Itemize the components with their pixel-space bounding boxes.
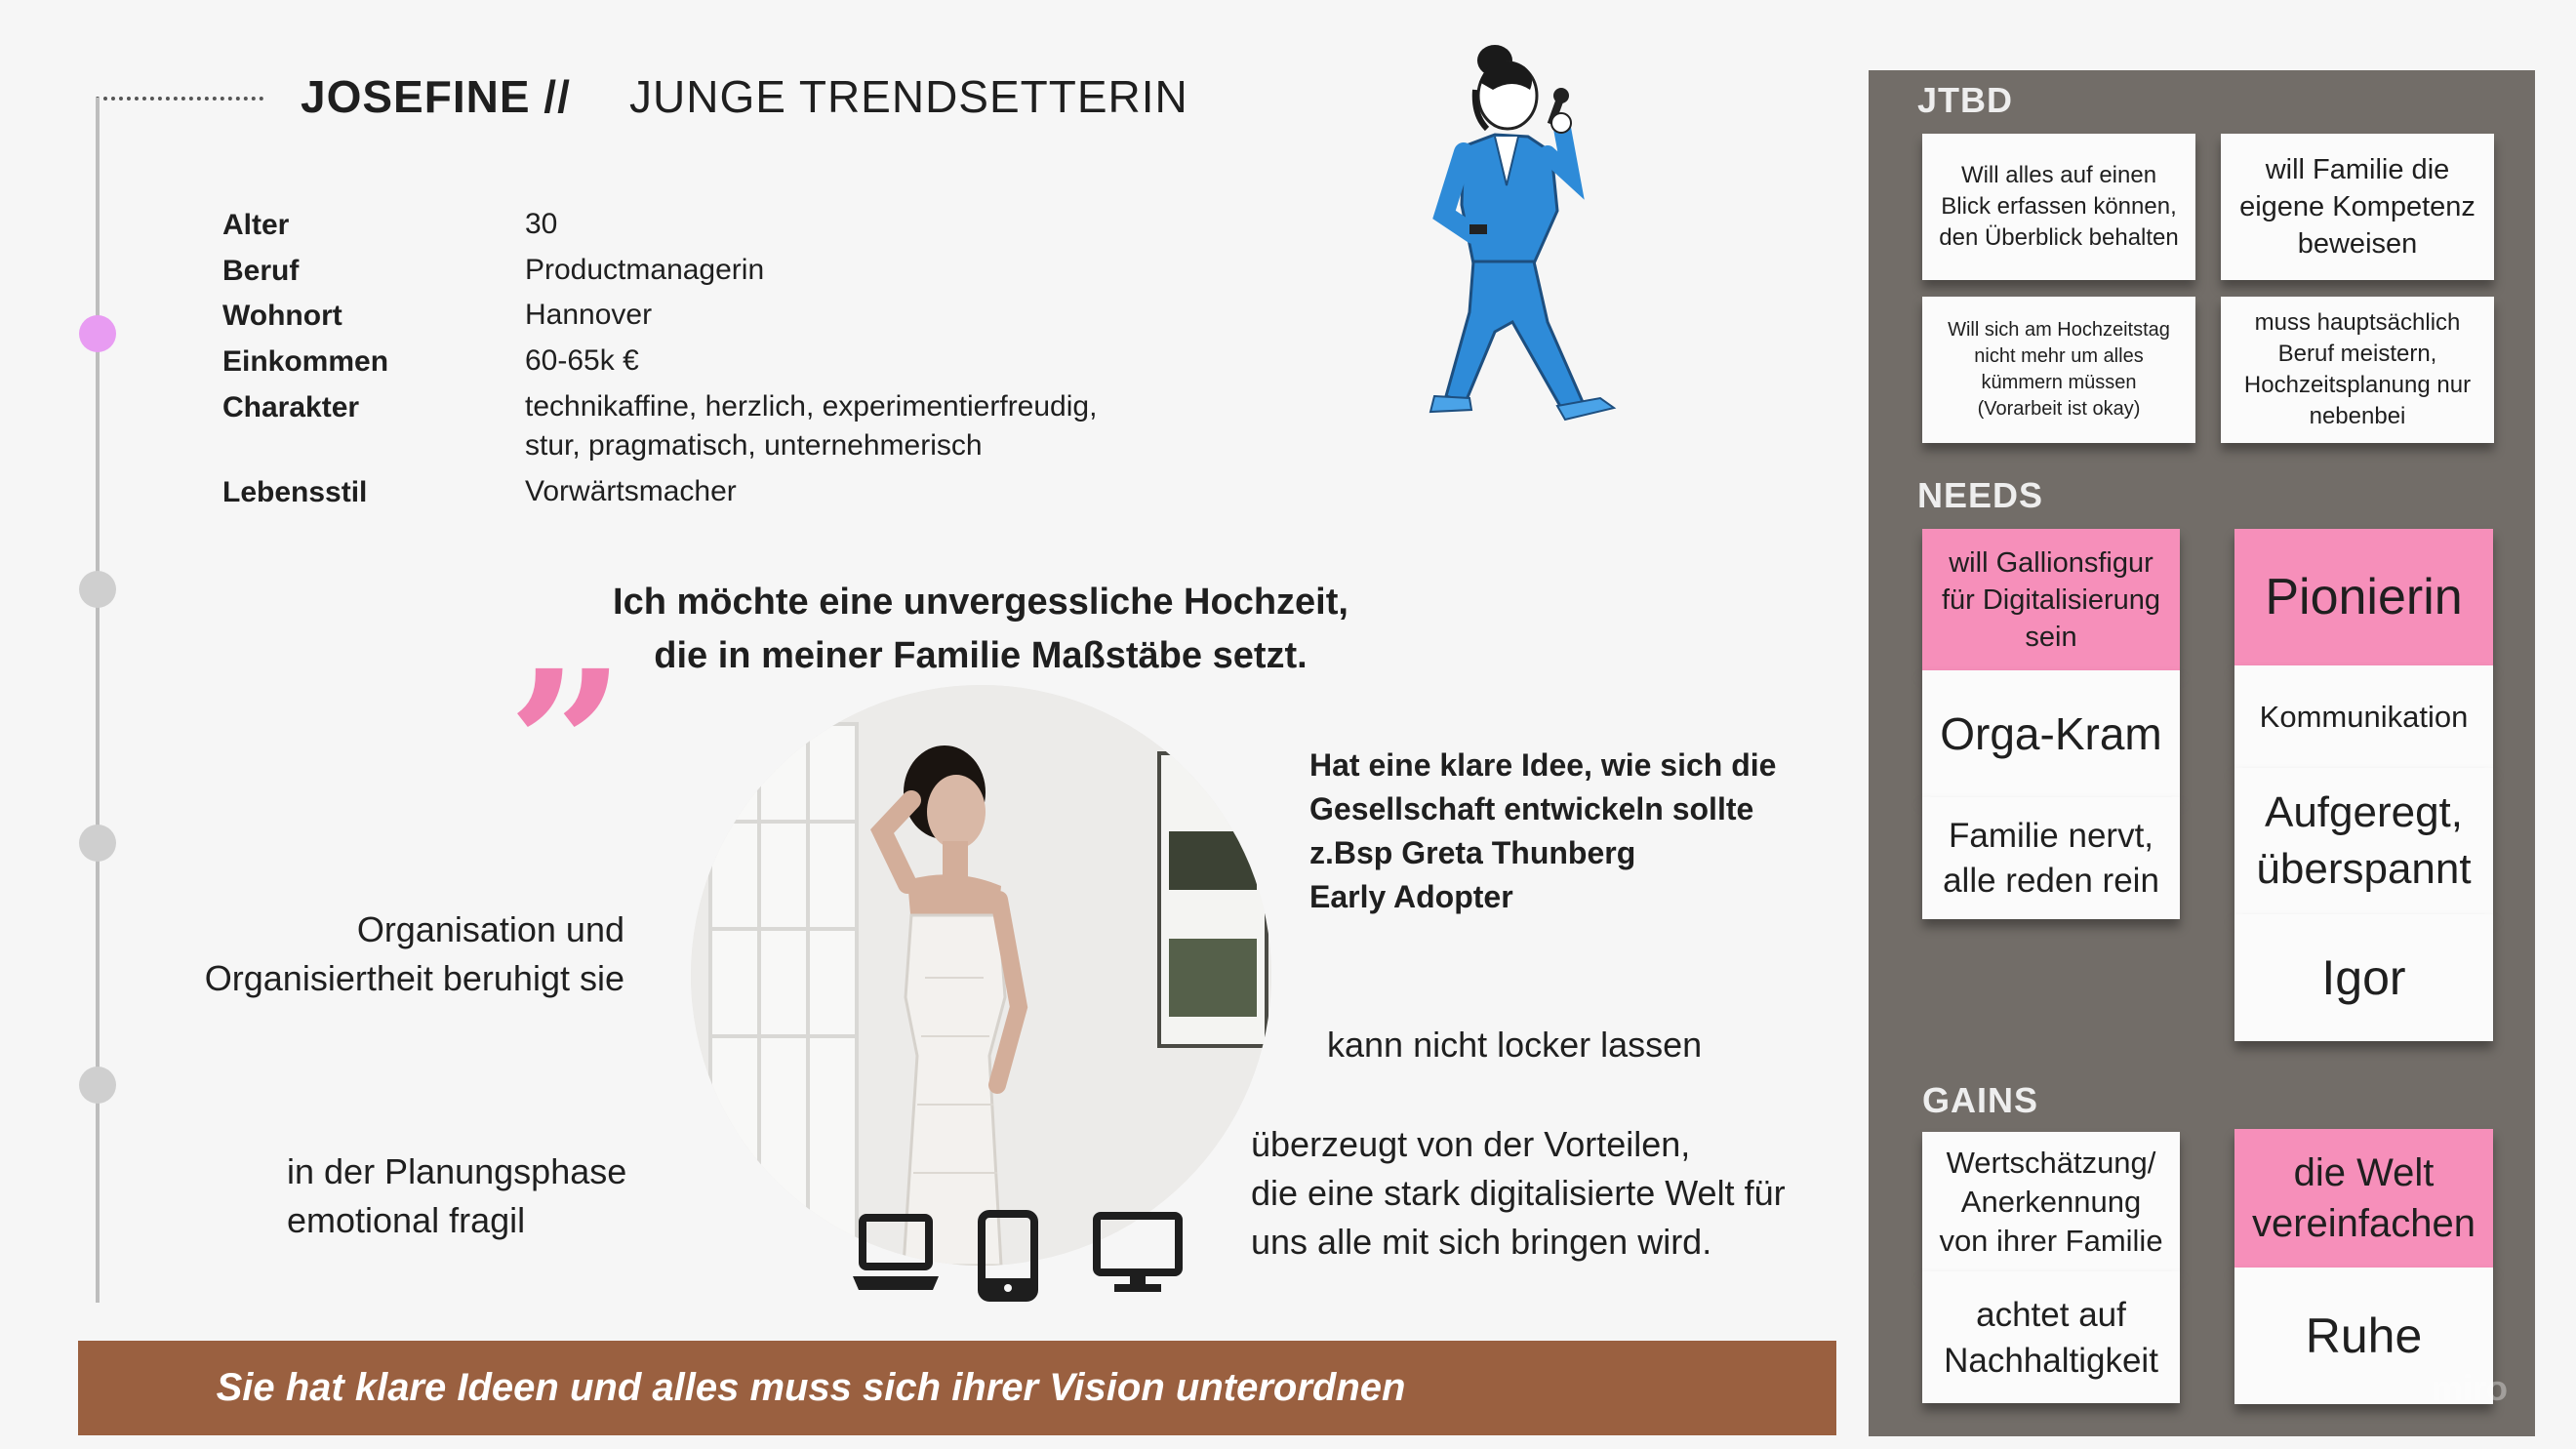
sticky-line: Will sich am Hochzeitstag — [1948, 319, 2170, 341]
sticky-line: überspannt — [2256, 845, 2472, 893]
sticky-line: den Überblick behalten — [1939, 224, 2179, 251]
trait-not-relax: kann nicht locker lassen — [1327, 1025, 1703, 1065]
sticky-line: muss hauptsächlich — [2254, 309, 2461, 336]
trait-organisation-line-1: Organisation und — [356, 909, 624, 949]
trait-convinced-line-3: uns alle mit sich bringen wird. — [1251, 1222, 1712, 1262]
trait-convinced-line-1: überzeugt von der Vorteilen, — [1251, 1124, 1691, 1164]
trait-planning-line-2: emotional fragil — [287, 1200, 526, 1240]
trait-idea-line-4: Early Adopter — [1309, 879, 1513, 914]
section-label-gains: GAINS — [1922, 1080, 2039, 1120]
profile-label-character: Charakter — [222, 391, 360, 423]
section-label-jtbd: JTBD — [1917, 80, 2014, 120]
sticky-line: nebenbei — [2309, 403, 2406, 429]
profile-value-residence: Hannover — [525, 299, 653, 331]
sticky-note[interactable] — [2234, 1129, 2493, 1268]
persona-subtitle: JUNGE TRENDSETTERIN — [629, 71, 1188, 122]
sticky-line: Igor — [2321, 950, 2406, 1005]
profile-label-income: Einkommen — [222, 345, 389, 378]
summary-banner-text: Sie hat klare Ideen und alles muss sich ihrer Vision unterordnen — [216, 1366, 1406, 1409]
sticky-note[interactable] — [1922, 1271, 2180, 1403]
quote-mark-icon: ” — [507, 625, 625, 866]
sticky-note[interactable] — [2234, 665, 2493, 768]
trait-idea-list — [1309, 744, 1776, 919]
trait-idea-line-1: Hat eine klare Idee, wie sich die — [1309, 747, 1777, 783]
trait-idea-line-3: z.Bsp Greta Thunberg — [1309, 835, 1636, 870]
sticky-line: vereinfachen — [2251, 1202, 2476, 1245]
sticky-line: Blick erfassen können, — [1941, 193, 2177, 220]
sticky-line: Ruhe — [2305, 1308, 2423, 1363]
sticky-line: kümmern müssen — [1981, 372, 2137, 393]
sticky-note[interactable] — [2234, 914, 2493, 1041]
profile-value-age: 30 — [525, 208, 558, 240]
monitor-icon — [1093, 1212, 1183, 1296]
miro-watermark: miro — [2431, 1368, 2508, 1408]
profile-label-job: Beruf — [222, 255, 300, 287]
sticky-line: nicht mehr um alles — [1974, 345, 2144, 367]
timeline-dot[interactable] — [79, 571, 116, 608]
summary-banner — [78, 1341, 1836, 1435]
sticky-note[interactable] — [1922, 670, 2180, 797]
timeline-dot[interactable] — [79, 825, 116, 862]
sticky-note[interactable] — [2234, 768, 2493, 914]
trait-convinced-line-2: die eine stark digitalisierte Welt für — [1251, 1173, 1786, 1213]
profile-label-lifestyle: Lebensstil — [222, 476, 368, 508]
sticky-line: von ihrer Familie — [1939, 1223, 2163, 1258]
sticky-line: achtet auf — [1976, 1295, 2126, 1334]
persona-quote — [546, 576, 1415, 683]
sticky-line: Familie nervt, — [1948, 816, 2154, 855]
trait-planning-line-1: in der Planungsphase — [287, 1151, 627, 1191]
sticky-line: Beruf meistern, — [2277, 341, 2437, 367]
sticky-line: alle reden rein — [1943, 861, 2159, 900]
laptop-icon — [851, 1212, 941, 1294]
trait-organisation-line-2: Organisiertheit beruhigt sie — [204, 958, 624, 998]
profile-value-job: Productmanagerin — [525, 254, 765, 286]
sticky-note[interactable] — [1922, 797, 2180, 919]
profile-label-age: Alter — [222, 209, 290, 241]
sticky-line: Pionierin — [2265, 569, 2463, 625]
sticky-line: will Familie die — [2265, 154, 2450, 185]
sticky-note[interactable] — [2221, 134, 2494, 280]
persona-illustration — [1405, 39, 1649, 434]
sticky-note[interactable] — [1922, 1132, 2180, 1271]
sticky-note[interactable] — [2234, 529, 2493, 665]
sticky-line: die Welt — [2293, 1151, 2435, 1194]
sticky-line: will Gallionsfigur — [1949, 546, 2153, 579]
quote-line-1: Ich möchte eine unvergessliche Hochzeit, — [613, 582, 1348, 623]
sticky-note[interactable] — [2221, 297, 2494, 443]
sticky-line: eigene Kompetenz — [2239, 191, 2475, 222]
sticky-line: Anerkennung — [1960, 1184, 2142, 1219]
sticky-line: beweisen — [2297, 228, 2418, 260]
profile-label-residence: Wohnort — [222, 300, 342, 332]
profile-value-lifestyle: Vorwärtsmacher — [525, 475, 737, 507]
timeline-dot-active[interactable] — [79, 315, 116, 352]
sticky-line: (Vorarbeit ist okay) — [1977, 398, 2141, 420]
sticky-line: sein — [2025, 621, 2077, 653]
quote-line-2: die in meiner Familie Maßstäbe setzt. — [654, 635, 1308, 676]
sticky-line: für Digitalisierung — [1941, 584, 2161, 616]
timeline-line — [96, 98, 100, 1303]
timeline-connector — [96, 97, 263, 101]
smartphone-icon — [978, 1210, 1038, 1302]
sticky-note[interactable] — [1922, 297, 2195, 443]
sticky-line: Wertschätzung/ — [1946, 1145, 2156, 1180]
section-label-needs: NEEDS — [1917, 475, 2044, 515]
sticky-note[interactable] — [1922, 529, 2180, 670]
trait-convinced — [1251, 1120, 1786, 1267]
sticky-line: Aufgeregt, — [2264, 788, 2463, 836]
sticky-line: Nachhaltigkeit — [1944, 1341, 2158, 1380]
profile-value-income: 60-65k € — [525, 344, 639, 377]
persona-name: JOSEFINE // — [301, 71, 571, 122]
trait-planning — [287, 1147, 626, 1245]
profile-value-character: technikaffine, herzlich, experimentierfreudig, — [525, 390, 1098, 423]
timeline-dot[interactable] — [79, 1067, 116, 1104]
sticky-line: Hochzeitsplanung nur — [2243, 372, 2472, 398]
jtbd-needs-gains-board — [1869, 70, 2535, 1436]
sticky-line: Orga-Kram — [1940, 708, 2162, 759]
profile-value-character-2: stur, pragmatisch, unternehmerisch — [525, 429, 983, 462]
sticky-note[interactable] — [1922, 134, 2195, 280]
sticky-line: Kommunikation — [2259, 699, 2469, 734]
trait-organisation — [137, 906, 624, 1003]
sticky-line: Will alles auf einen — [1960, 162, 2157, 188]
persona-photo — [691, 685, 1271, 1266]
trait-idea-line-2: Gesellschaft entwickeln sollte — [1309, 791, 1754, 826]
